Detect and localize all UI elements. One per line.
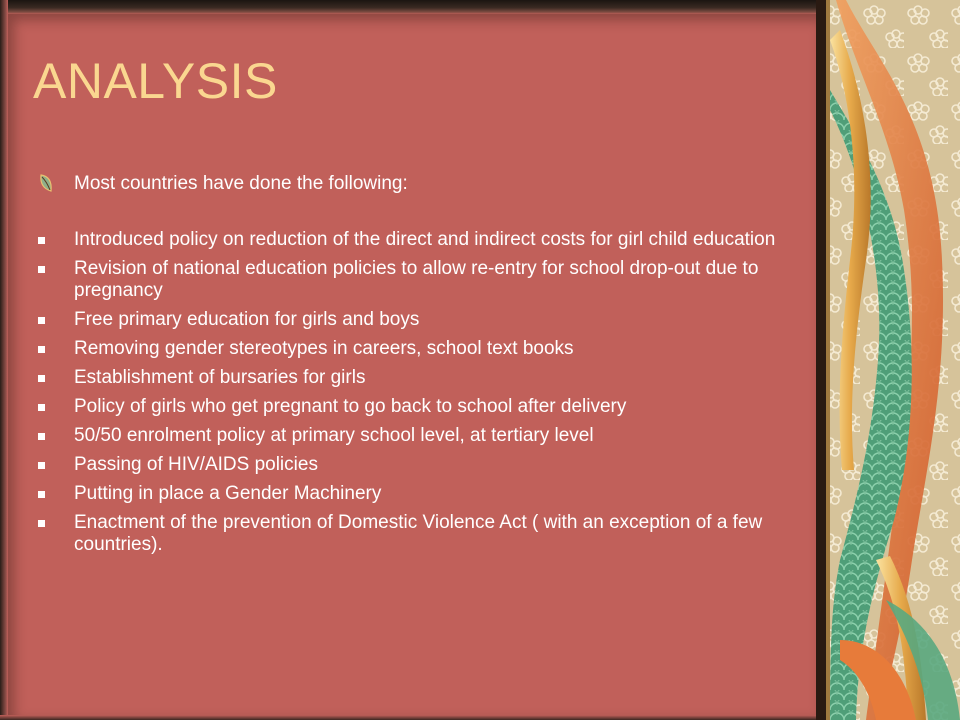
square-bullet-icon <box>38 433 45 440</box>
bullet-text: Enactment of the prevention of Domestic Violence Act ( with an exception of a few countries). <box>74 512 763 555</box>
list-item <box>38 367 798 389</box>
list-item <box>38 309 798 331</box>
list-item <box>38 454 798 476</box>
square-bullet-icon <box>38 462 45 469</box>
square-bullet-icon <box>38 520 45 527</box>
leaf-icon <box>38 174 54 192</box>
bullet-text: 50/50 enrolment policy at primary school level, at tertiary level <box>74 425 594 446</box>
frame-left-edge <box>0 0 8 720</box>
list-item <box>38 425 798 447</box>
square-bullet-icon <box>38 491 45 498</box>
bullet-text: Introduced policy on reduction of the direct and indirect costs for girl child education <box>74 229 776 250</box>
intro-line <box>38 173 798 195</box>
list-item <box>38 338 798 360</box>
list-item <box>38 396 798 418</box>
square-bullet-icon <box>38 404 45 411</box>
bullet-text: Removing gender stereotypes in careers, school text books <box>74 338 574 359</box>
list-item <box>38 512 798 556</box>
decorative-side-panel <box>816 0 960 720</box>
frame-bottom-edge <box>0 715 830 720</box>
decorative-side-art <box>816 0 960 720</box>
bullet-text: Passing of HIV/AIDS policies <box>74 454 318 475</box>
list-item <box>38 483 798 505</box>
list-item <box>38 258 798 302</box>
square-bullet-icon <box>38 346 45 353</box>
square-bullet-icon <box>38 317 45 324</box>
square-bullet-icon <box>38 266 45 273</box>
frame-top-edge <box>0 0 830 14</box>
intro-text: Most countries have done the following: <box>74 173 408 194</box>
square-bullet-icon <box>38 375 45 382</box>
bullet-text: Revision of national education policies to allow re-entry for school drop-out due to pregnancy <box>74 258 759 301</box>
list-item <box>38 229 798 251</box>
square-bullet-icon <box>38 237 45 244</box>
slide-title: ANALYSIS <box>33 53 278 109</box>
bullet-list <box>38 229 798 563</box>
bullet-text: Policy of girls who get pregnant to go back to school after delivery <box>74 396 627 417</box>
bullet-text: Establishment of bursaries for girls <box>74 367 366 388</box>
bullet-text: Free primary education for girls and boys <box>74 309 420 330</box>
bullet-text: Putting in place a Gender Machinery <box>74 483 382 504</box>
